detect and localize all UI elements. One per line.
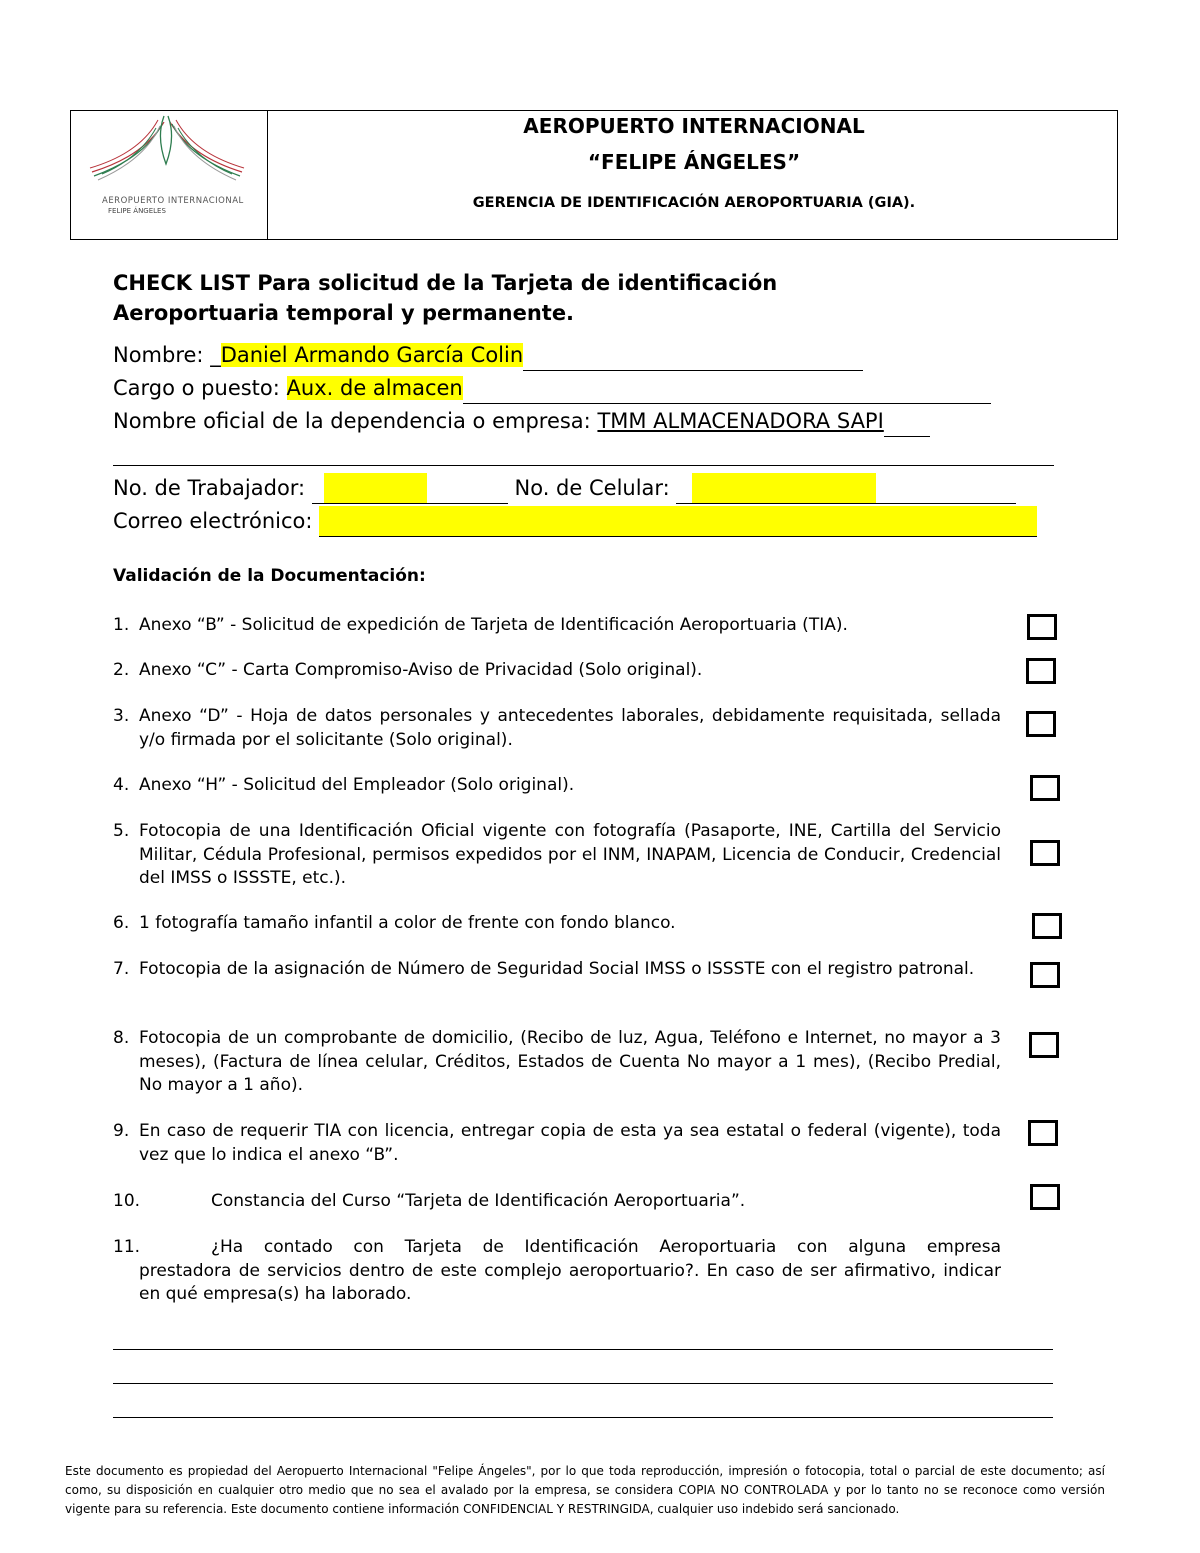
list-item: 4. Anexo “H” - Solicitud del Empleador (Solo original). [113,775,575,795]
answer-line-1[interactable] [113,1349,1053,1350]
answer-line-2[interactable] [113,1383,1053,1384]
document-title-line2: Aeroportuaria temporal y permanente. [113,301,575,325]
header-title-line1: AEROPUERTO INTERNACIONAL [523,114,865,138]
answer-line-3[interactable] [113,1417,1053,1418]
nombre-label: Nombre: [113,343,204,367]
cargo-underline [463,373,991,404]
list-item: 3. Anexo “D” - Hoja de datos personales y antecedentes laborales, debidamente requisitada, sellada y/o firmada por el solicitante (Solo original). [113,706,1001,750]
logo-text-line1: AEROPUERTO INTERNACIONAL [102,196,244,206]
list-item: 10. Constancia del Curso “Tarjeta de Identificación Aeroportuaria”. [113,1191,746,1211]
nombre-row: Nombre: _Daniel Armando García Colin [113,340,863,371]
trabajador-celular-row [113,473,1016,504]
trabajador-field[interactable] [324,473,427,504]
empresa-continuation-line [113,465,1054,466]
list-item: 5. Fotocopia de una Identificación Oficial vigente con fotografía (Pasaporte, INE, Cartilla del Servicio Militar, Cédula Profesional, permisos expedidos por el INM, INAPAM, Licencia de Conducir, Credencial del IMSS o ISSSTE, etc.). [113,821,1001,888]
list-item: 2. Anexo “C” - Carta Compromiso-Aviso de Privacidad (Solo original). [113,660,703,680]
empresa-field[interactable]: TMM ALMACENADORA SAPI [597,409,884,433]
nombre-underline [523,340,863,371]
nombre-field[interactable]: Daniel Armando García Colin [220,343,524,367]
item-10-checkbox[interactable] [1030,1184,1060,1210]
document-title-line1: CHECK LIST Para solicitud de la Tarjeta de identificación [113,271,778,295]
item-8-checkbox[interactable] [1029,1032,1059,1058]
cargo-field[interactable]: Aux. de almacen [286,376,463,400]
item-1-checkbox[interactable] [1027,614,1057,640]
item-4-checkbox[interactable] [1030,775,1060,801]
cargo-label: Cargo o puesto: [113,376,280,400]
correo-field[interactable] [319,506,1037,537]
item-2-checkbox[interactable] [1026,658,1056,684]
list-item: 11. ¿Ha contado con Tarjeta de Identificación Aeroportuaria con alguna empresa prestadora de servicios dentro de este complejo aeroportuario?. En caso de ser afirmativo, indicar en qué empresa(s) ha laborado. [113,1237,1001,1304]
correo-row [113,506,1037,537]
item-5-checkbox[interactable] [1030,840,1060,866]
list-item: 6. 1 fotografía tamaño infantil a color de frente con fondo blanco. [113,913,676,933]
list-item: 8. Fotocopia de un comprobante de domicilio, (Recibo de luz, Agua, Teléfono e Internet, no mayor a 3 meses), (Factura de línea celular, Créditos, Estados de Cuenta No mayor a 1 mes), (Recibo Predial, No mayor a 1 año). [113,1028,1001,1095]
list-item: 9. En caso de requerir TIA con licencia, entregar copia de esta ya sea estatal o federal (vigente), toda vez que lo indica el anexo “B”. [113,1121,1001,1165]
celular-field[interactable] [692,473,876,504]
list-item: 1. Anexo “B” - Solicitud de expedición de Tarjeta de Identificación Aeroportuaria (TIA). [113,615,848,635]
item-7-checkbox[interactable] [1030,962,1060,988]
item-6-checkbox[interactable] [1032,913,1062,939]
list-item: 7. Fotocopia de la asignación de Número de Seguridad Social IMSS o ISSSTE con el registro patronal. [113,959,975,979]
document-title [113,268,1013,328]
empresa-label: Nombre oficial de la dependencia o empresa: [113,409,591,433]
trabajador-label: No. de Trabajador: [113,476,306,500]
header-title-line2: “FELIPE ÁNGELES” [587,150,801,174]
logo-text-line2: FELIPE ÁNGELES [108,207,166,215]
empresa-row [113,406,930,437]
footer-disclaimer: Este documento es propiedad del Aeropuerto Internacional "Felipe Ángeles", por lo que toda reproducción, impresión o fotocopia, total o parcial de este documento; así como, su disposición en cualquier otro medio que no sea el avalado por la empresa, se considera COPIA NO CONTROLADA y por lo tanto no se reconoce como versión vigente para su referencia. Este documento contiene información CONFIDENCIAL Y RESTRINGIDA, cualquier uso indebido será sancionado. [65,1464,1105,1516]
celular-label: No. de Celular: [514,476,670,500]
item-9-checkbox[interactable] [1028,1120,1058,1146]
empresa-underline [884,406,930,437]
header-title-line3: GERENCIA DE IDENTIFICACIÓN AEROPORTUARIA (GIA). [472,195,916,211]
item-3-checkbox[interactable] [1026,711,1056,737]
airport-logo-icon [84,114,250,194]
validation-title: Validación de la Documentación: [113,566,426,586]
cargo-row [113,373,991,404]
correo-label: Correo electrónico: [113,509,313,533]
